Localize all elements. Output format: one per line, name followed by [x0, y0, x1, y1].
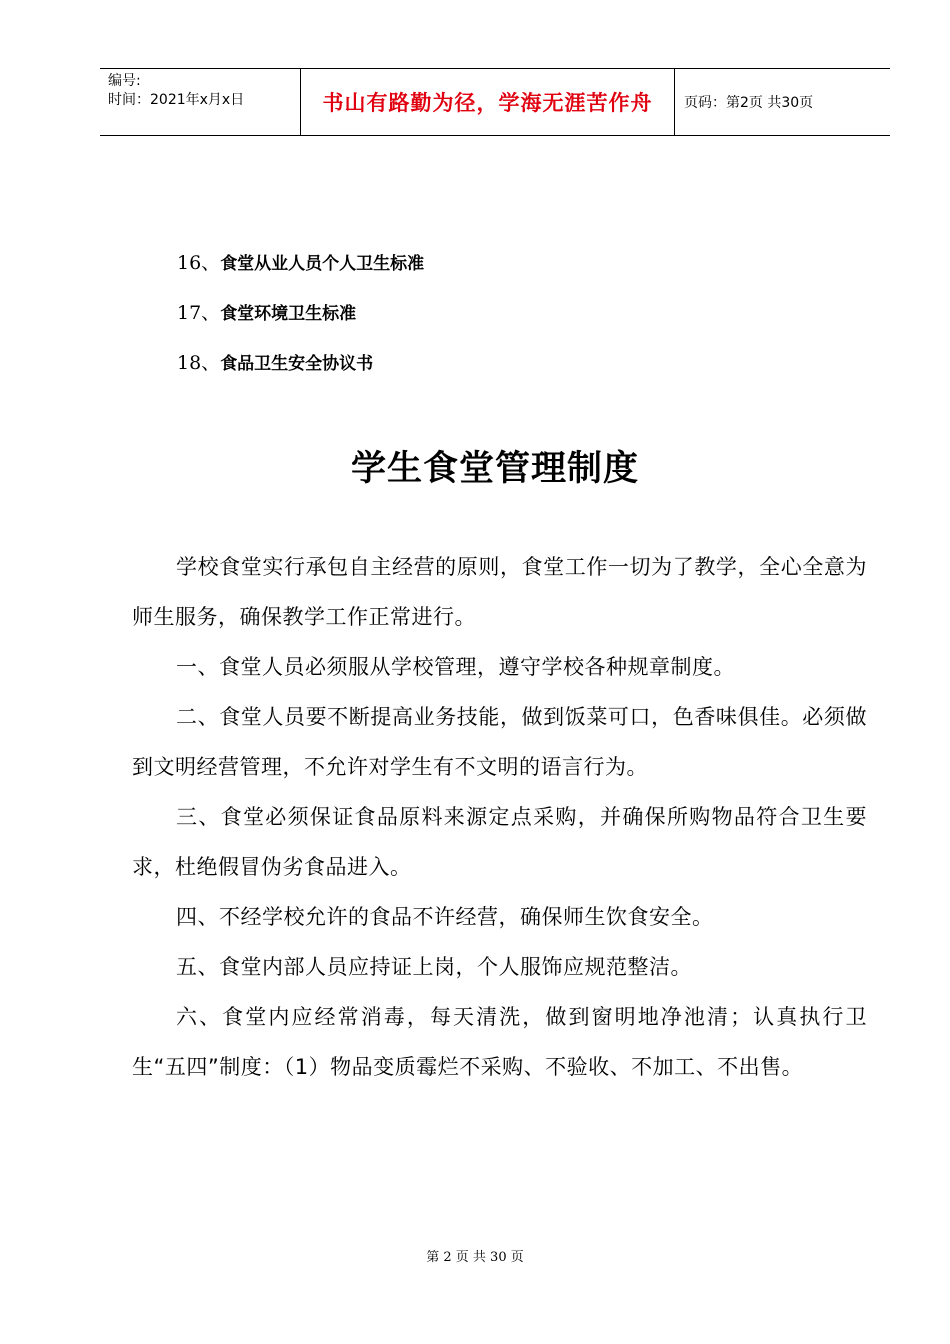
document-title: 学生食堂管理制度 [350, 449, 639, 489]
header-divider [674, 69, 675, 135]
toc-item-number: 16、 [177, 252, 221, 274]
toc-list [177, 250, 424, 400]
header-page-number: 页码：第2页 共30页 [684, 95, 814, 111]
paragraph-rule-5: 五、食堂内部人员应持证上岗，个人服饰应规范整洁。 [176, 955, 692, 979]
paragraph-rule-3: 三、食堂必须保证食品原料来源定点采购，并确保所购物品符合卫生要求，杜绝假冒伪劣食品进入。 [132, 805, 867, 879]
number-label: 编号: [108, 73, 141, 89]
toc-item [177, 300, 424, 350]
paragraph-rule-4: 四、不经学校允许的食品不许经营，确保师生饮食安全。 [176, 905, 714, 929]
toc-item-text: 食品卫生安全协议书 [220, 354, 374, 374]
header-meta [108, 72, 244, 110]
toc-item-text: 食堂环境卫生标准 [220, 304, 357, 324]
time-label: 时间：2021年x月x日 [108, 92, 245, 108]
paragraph-intro: 学校食堂实行承包自主经营的原则，食堂工作一切为了教学，全心全意为师生服务，确保教学工作正常进行。 [132, 555, 867, 629]
page-header [100, 68, 890, 136]
paragraph-rule-6: 六、食堂内应经常消毒，每天清洗，做到窗明地净池清；认真执行卫生“五四”制度：（1）物品变质霉烂不采购、不验收、不加工、不出售。 [132, 1005, 867, 1079]
toc-item [177, 350, 424, 400]
toc-item-number: 17、 [177, 302, 221, 324]
header-motto: 书山有路勤为径，学海无涯苦作舟 [322, 91, 653, 115]
paragraph-rule-2: 二、食堂人员要不断提高业务技能，做到饭菜可口，色香味俱佳。必须做到文明经营管理，不允许对学生有不文明的语言行为。 [132, 705, 867, 779]
toc-item-text: 食堂从业人员个人卫生标准 [220, 254, 425, 274]
page-footer: 第 2 页 共 30 页 [426, 1250, 524, 1265]
paragraph-rule-1: 一、食堂人员必须服从学校管理，遵守学校各种规章制度。 [176, 655, 735, 679]
toc-item-number: 18、 [177, 352, 221, 374]
toc-item [177, 250, 424, 300]
document-body [132, 542, 867, 1092]
